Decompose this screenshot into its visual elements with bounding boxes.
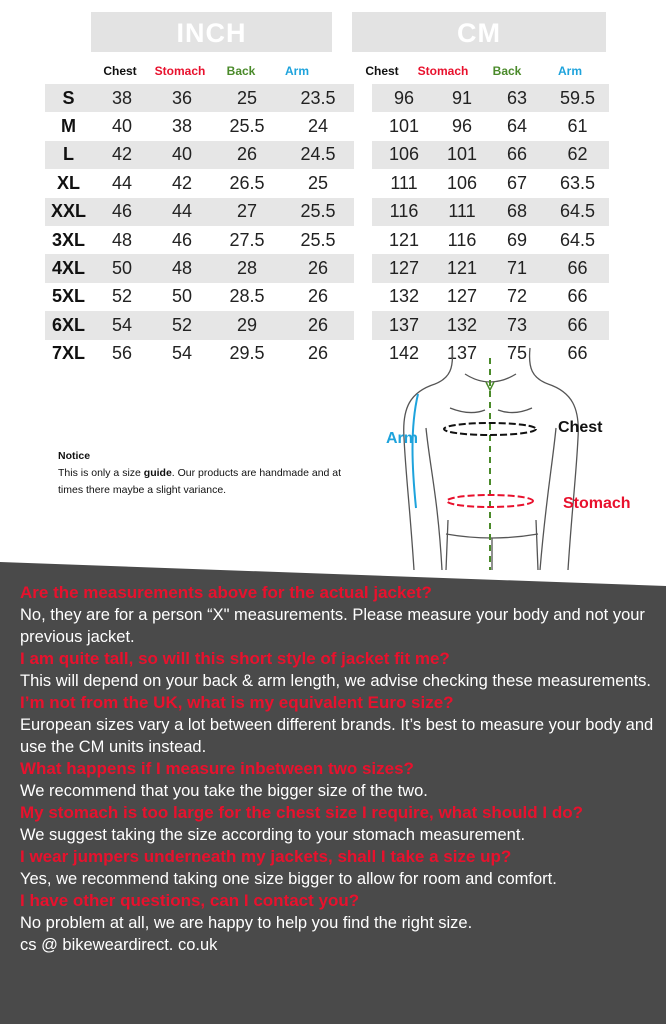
cm-chest-value: 116 xyxy=(372,198,436,226)
cm-stomach-value: 137 xyxy=(436,340,488,368)
inch-chest-value: 40 xyxy=(92,112,152,140)
size-label: L xyxy=(45,141,92,169)
cm-arm-value: 66 xyxy=(546,340,609,368)
size-label: 4XL xyxy=(45,254,92,282)
inch-chest-value: 38 xyxy=(92,84,152,112)
inch-arm-value: 25.5 xyxy=(282,226,354,254)
size-label: 3XL xyxy=(45,226,92,254)
arm-label: Arm xyxy=(386,430,419,447)
inch-arm-value: 24 xyxy=(282,112,354,140)
size-label: 7XL xyxy=(45,340,92,368)
cm-back-value: 69 xyxy=(488,226,546,254)
inch-stomach-value: 52 xyxy=(152,311,212,339)
inch-back-value: 29 xyxy=(212,311,282,339)
faq-question: Are the measurements above for the actual jacket? xyxy=(20,583,432,602)
column-header-chest: Chest xyxy=(365,64,399,78)
cm-stomach-value: 132 xyxy=(436,311,488,339)
faq-question: I am quite tall, so will this short style of jacket fit me? xyxy=(20,649,450,668)
inch-stomach-value: 48 xyxy=(152,254,212,282)
inch-arm-value: 25 xyxy=(282,169,354,197)
cm-back-value: 73 xyxy=(488,311,546,339)
inch-arm-value: 26 xyxy=(282,311,354,339)
cm-chest-value: 142 xyxy=(372,340,436,368)
faq-question: I have other questions, can I contact you? xyxy=(20,891,360,910)
cm-arm-value: 61 xyxy=(546,112,609,140)
cm-back-value: 72 xyxy=(488,283,546,311)
cm-stomach-value: 106 xyxy=(436,169,488,197)
cm-header: CM xyxy=(352,12,606,52)
cm-back-value: 66 xyxy=(488,141,546,169)
column-header-arm: Arm xyxy=(284,64,309,78)
inch-chest-value: 46 xyxy=(92,198,152,226)
cm-back-value: 71 xyxy=(488,254,546,282)
faq-answer: No problem at all, we are happy to help you find the right size. xyxy=(20,914,473,932)
inch-stomach-value: 42 xyxy=(152,169,212,197)
cm-back-value: 64 xyxy=(488,112,546,140)
column-header-arm: Arm xyxy=(557,64,582,78)
inch-chest-value: 44 xyxy=(92,169,152,197)
faq-answer: European sizes vary a lot between different brands. It’s best to measure your body and use the CM units instead. xyxy=(20,716,654,756)
notice-text: This is only a size guide. Our products are handmade and at times there maybe a slight variance. xyxy=(58,467,342,496)
inch-stomach-value: 44 xyxy=(152,198,212,226)
inch-chest-value: 56 xyxy=(92,340,152,368)
inch-stomach-value: 40 xyxy=(152,141,212,169)
inch-stomach-value: 38 xyxy=(152,112,212,140)
inch-back-value: 25.5 xyxy=(212,112,282,140)
cm-chest-value: 132 xyxy=(372,283,436,311)
inch-arm-value: 25.5 xyxy=(282,198,354,226)
faq-answer: We suggest taking the size according to your stomach measurement. xyxy=(20,826,526,844)
faq-answer: We recommend that you take the bigger size of the two. xyxy=(20,782,428,800)
inch-stomach-value: 50 xyxy=(152,283,212,311)
cm-arm-value: 66 xyxy=(546,283,609,311)
faq-question: I’m not from the UK, what is my equivalent Euro size? xyxy=(20,693,454,712)
cm-stomach-value: 111 xyxy=(436,198,488,226)
cm-arm-value: 62 xyxy=(546,141,609,169)
cm-chest-value: 111 xyxy=(372,169,436,197)
contact-email[interactable]: cs @ bikeweardirect. co.uk xyxy=(20,936,218,954)
inch-back-value: 26.5 xyxy=(212,169,282,197)
size-label: 5XL xyxy=(45,283,92,311)
column-header-back: Back xyxy=(226,64,256,78)
cm-stomach-value: 101 xyxy=(436,141,488,169)
inch-arm-value: 26 xyxy=(282,340,354,368)
cm-arm-value: 59.5 xyxy=(546,84,609,112)
column-header-chest: Chest xyxy=(103,64,137,78)
size-label: 6XL xyxy=(45,311,92,339)
inch-chest-value: 48 xyxy=(92,226,152,254)
inch-chest-value: 54 xyxy=(92,311,152,339)
inch-arm-value: 24.5 xyxy=(282,141,354,169)
size-label: XL xyxy=(45,169,92,197)
cm-arm-value: 64.5 xyxy=(546,226,609,254)
inch-back-value: 29.5 xyxy=(212,340,282,368)
faq-answer: No, they are for a person “X" measurements. Please measure your body and not your previous jacket. xyxy=(20,606,645,646)
size-label: S xyxy=(45,84,92,112)
cm-stomach-value: 96 xyxy=(436,112,488,140)
notice-title: Notice xyxy=(58,450,91,462)
cm-arm-value: 66 xyxy=(546,254,609,282)
inch-arm-value: 23.5 xyxy=(282,84,354,112)
inch-stomach-value: 36 xyxy=(152,84,212,112)
cm-arm-value: 64.5 xyxy=(546,198,609,226)
size-label: M xyxy=(45,112,92,140)
inch-chest-value: 52 xyxy=(92,283,152,311)
faq-question: I wear jumpers underneath my jackets, shall I take a size up? xyxy=(20,847,512,866)
cm-stomach-value: 91 xyxy=(436,84,488,112)
cm-chest-value: 101 xyxy=(372,112,436,140)
cm-chest-value: 121 xyxy=(372,226,436,254)
cm-chest-value: 127 xyxy=(372,254,436,282)
cm-chest-value: 106 xyxy=(372,141,436,169)
inch-stomach-value: 46 xyxy=(152,226,212,254)
inch-stomach-value: 54 xyxy=(152,340,212,368)
faq-answer: This will depend on your back & arm length, we advise checking these measurements. xyxy=(20,672,651,690)
inch-chest-value: 42 xyxy=(92,141,152,169)
inch-back-value: 25 xyxy=(212,84,282,112)
cm-chest-value: 96 xyxy=(372,84,436,112)
stomach-label: Stomach xyxy=(563,495,631,512)
cm-back-value: 68 xyxy=(488,198,546,226)
faq-section xyxy=(20,582,660,956)
column-header-back: Back xyxy=(492,64,522,78)
inch-arm-value: 26 xyxy=(282,254,354,282)
inch-chest-value: 50 xyxy=(92,254,152,282)
cm-stomach-value: 116 xyxy=(436,226,488,254)
cm-arm-value: 66 xyxy=(546,311,609,339)
inch-header: INCH xyxy=(91,12,332,52)
inch-back-value: 28 xyxy=(212,254,282,282)
faq-answer: Yes, we recommend taking one size bigger to allow for room and comfort. xyxy=(20,870,557,888)
faq-question: What happens if I measure inbetween two sizes? xyxy=(20,759,414,778)
cm-back-value: 75 xyxy=(488,340,546,368)
inch-back-value: 28.5 xyxy=(212,283,282,311)
inch-back-value: 27.5 xyxy=(212,226,282,254)
cm-stomach-value: 127 xyxy=(436,283,488,311)
column-header-stomach: Stomach xyxy=(154,64,206,78)
chest-label: Chest xyxy=(558,419,603,436)
inch-arm-value: 26 xyxy=(282,283,354,311)
cm-back-value: 67 xyxy=(488,169,546,197)
cm-back-value: 63 xyxy=(488,84,546,112)
cm-chest-value: 137 xyxy=(372,311,436,339)
inch-back-value: 27 xyxy=(212,198,282,226)
faq-question: My stomach is too large for the chest size I require, what should I do? xyxy=(20,803,583,822)
column-header-stomach: Stomach xyxy=(417,64,469,78)
cm-arm-value: 63.5 xyxy=(546,169,609,197)
cm-stomach-value: 121 xyxy=(436,254,488,282)
inch-back-value: 26 xyxy=(212,141,282,169)
size-label: XXL xyxy=(45,198,92,226)
